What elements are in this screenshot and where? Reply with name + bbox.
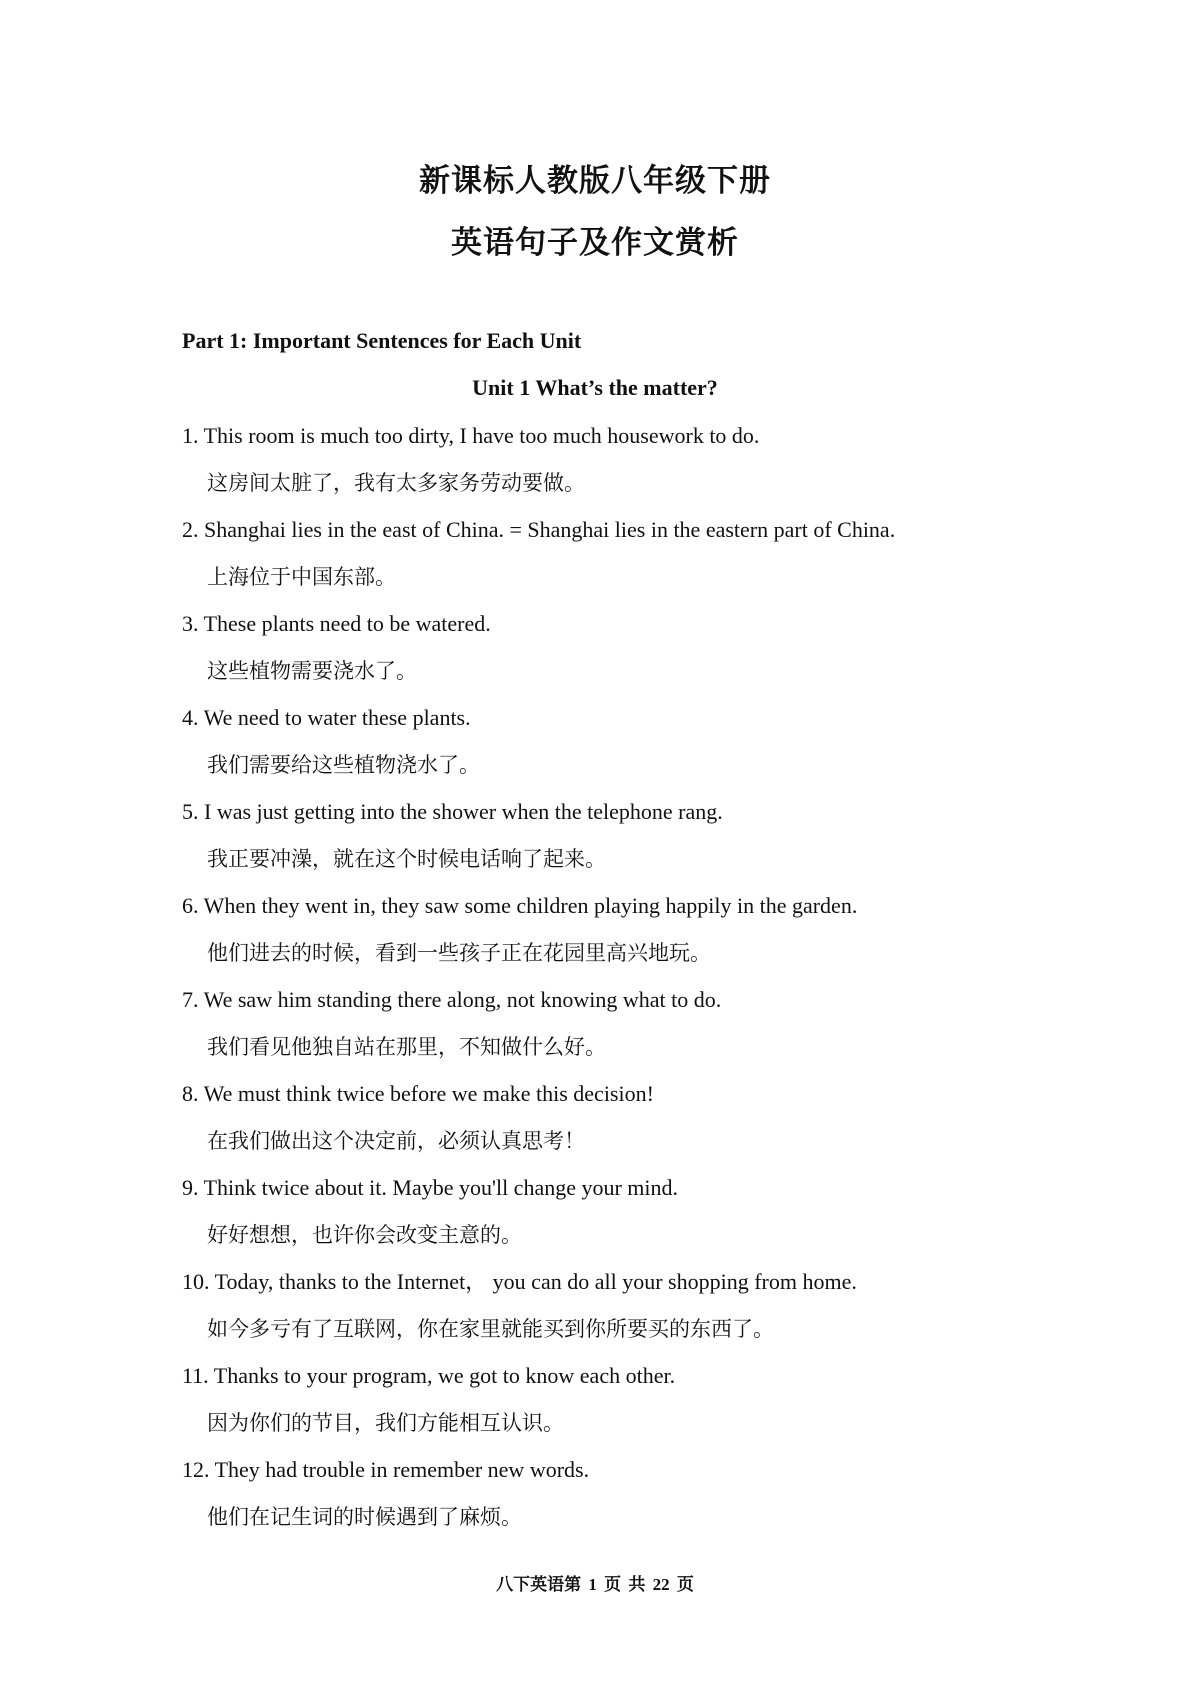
sentence-english: 5. I was just getting into the shower when the telephone rang.: [182, 799, 723, 824]
sentence-chinese: 在我们做出这个决定前，必须认真思考！: [207, 1129, 585, 1153]
sentence-chinese: 因为你们的节目，我们方能相互认识。: [207, 1411, 564, 1435]
sentence-english: 4. We need to water these plants.: [182, 705, 471, 730]
sentence-chinese: 好好想想，也许你会改变主意的。: [207, 1223, 522, 1247]
sentence-english: 3. These plants need to be watered.: [182, 611, 491, 636]
sentence-english: 2. Shanghai lies in the east of China. = Shanghai lies in the eastern part of China.: [182, 517, 896, 542]
sentence-english: 9. Think twice about it. Maybe you'll change your mind.: [182, 1175, 679, 1200]
sentence-chinese: 这些植物需要浇水了。: [207, 659, 417, 683]
sentence-english: 7. We saw him standing there along, not knowing what to do.: [182, 987, 722, 1012]
sentence-chinese: 他们在记生词的时候遇到了麻烦。: [207, 1505, 522, 1529]
sentence-chinese: 我们需要给这些植物浇水了。: [207, 753, 480, 777]
sentence-english: 12. They had trouble in remember new words.: [182, 1457, 590, 1482]
sentence-english: 6. When they went in, they saw some children playing happily in the garden.: [182, 893, 858, 918]
sentence-chinese: 我们看见他独自站在那里，不知做什么好。: [207, 1035, 606, 1059]
sentence-list: [182, 421, 1062, 1549]
sentence-english: 1. This room is much too dirty, I have too much housework to do.: [182, 423, 760, 448]
document-title-line-2: 英语句子及作文赏析: [451, 225, 739, 260]
page-footer: 八下英语第 1 页 共 22 页: [496, 1575, 694, 1594]
unit-heading: Unit 1 What’s the matter?: [472, 375, 718, 400]
document-title-line-1: 新课标人教版八年级下册: [419, 163, 771, 198]
sentence-english: 8. We must think twice before we make this decision!: [182, 1081, 654, 1106]
sentence-chinese: 他们进去的时候，看到一些孩子正在花园里高兴地玩。: [207, 941, 711, 965]
part-heading: Part 1: Important Sentences for Each Unit: [182, 328, 582, 353]
sentence-chinese: 这房间太脏了，我有太多家务劳动要做。: [207, 471, 585, 495]
sentence-chinese: 我正要冲澡，就在这个时候电话响了起来。: [207, 847, 606, 871]
sentence-english: 11. Thanks to your program, we got to know each other.: [182, 1363, 676, 1388]
sentence-english: 10. Today, thanks to the Internet， you can do all your shopping from home.: [182, 1269, 857, 1294]
sentence-chinese: 上海位于中国东部。: [207, 565, 396, 589]
sentence-chinese: 如今多亏有了互联网，你在家里就能买到你所要买的东西了。: [207, 1317, 774, 1341]
